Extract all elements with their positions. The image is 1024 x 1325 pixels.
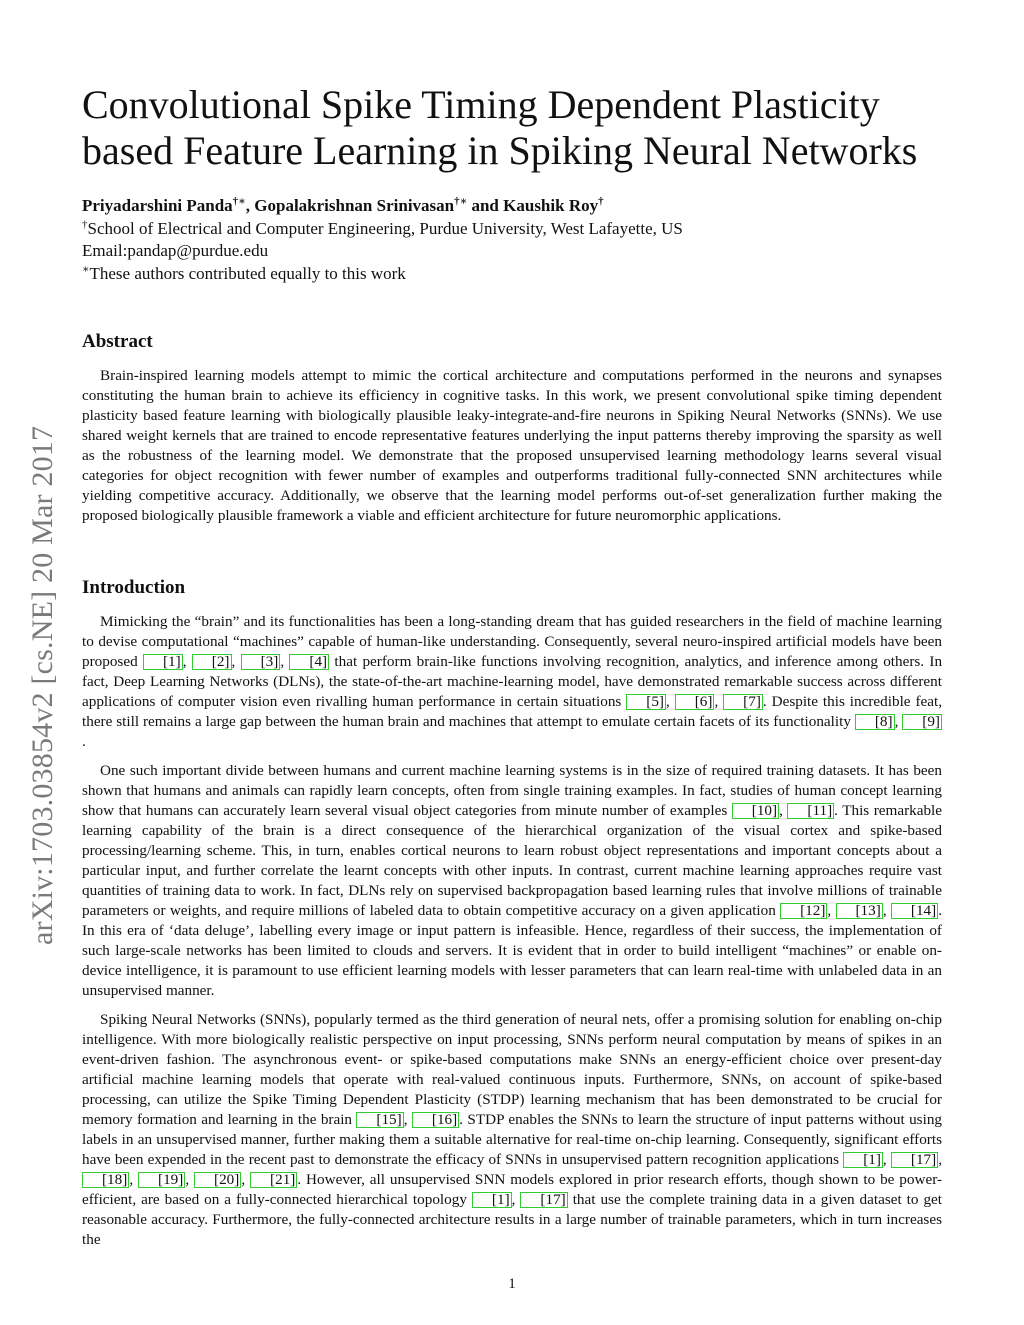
contact-email: Email:pandap@purdue.edu — [82, 241, 269, 260]
citation-link[interactable]: [3] — [241, 654, 281, 670]
abstract-paragraph: Brain-inspired learning models attempt to mimic the cortical architecture and computations performed in the neurons and synapses constituting the human brain to achieve its efficiency in cognitive tasks. In this work, we present convolutional spike timing dependent plasticity based feature learning with biologically plausible leaky-integrate-and-fire neurons in Spiking Neural Networks (SNNs). We use shared weight kernels that are trained to encode representative features underlying the input patterns thereby improving the sparsity as well as the robustness of the learning model. We demonstrate that the proposed unsupervised learning methodology learns several visual categories for object recognition with fewer number of examples and outperforms traditional fully-connected SNN architectures while yielding competitive accuracy. Additionally, we observe that the learning model performs out-of-set generalization further making the proposed biologically plausible framework a viable and efficient architecture for future neuromorphic applications. — [82, 367, 942, 524]
citation-link[interactable]: [4] — [289, 654, 329, 670]
citation-link[interactable]: [2] — [192, 654, 232, 670]
affiliation-text: School of Electrical and Computer Engineering, Purdue University, West Lafayette, US — [87, 218, 683, 238]
abstract-body — [82, 366, 942, 526]
intro-paragraph-2: One such important divide between humans and current machine learning systems is in the size of required training datasets. It has been shown that humans and animals can rapidly learn concepts, often from single training examples. In fact, studies of human concept learning show that humans can accurately learn several visual object categories from minute number of examples [10] , [11] . This remarkable learning capability of the brain is a direct consequence of the hierarchical organization of the visual cortex and spike-based processing/learning scheme. This, in turn, enables cortical neurons to learn robust object representations and important concepts about a particular input, and further correlate the learnt concepts with other inputs. In contrast, current machine learning approaches require vast quantities of training data to work. In fact, DLNs rely on supervised backpropagation based learning rules that involve millions of trainable parameters or weights, and require millions of labeled data to obtain competitive accuracy on a given application [12] , [13] , [14] . In this era of ‘data deluge’, labelling every image or input pattern is infeasible. Hence, regardless of their success, the implementation of such large-scale networks has been limited to clouds and servers. It is evident that in order to build intelligent “machines” or enable on-device intelligence, it is paramount to use efficient learning models with lesser parameters that can learn real-time with unlabeled data in an unsupervised manner. — [82, 762, 943, 999]
citation-link[interactable]: [5] — [626, 694, 666, 710]
arxiv-identifier-stamp: arXiv:1703.03854v2 [cs.NE] 20 Mar 2017 — [26, 425, 59, 945]
citation-link[interactable]: [20] — [194, 1172, 241, 1188]
author-mark: † — [598, 195, 604, 208]
citation-link[interactable]: [10] — [732, 803, 779, 819]
citation-link[interactable]: [17] — [891, 1152, 938, 1168]
author-name: Gopalakrishnan Srinivasan — [254, 196, 455, 215]
affiliation — [82, 218, 962, 241]
citation-link[interactable]: [18] — [82, 1172, 129, 1188]
equal-contribution-note — [82, 263, 962, 286]
author-name: Priyadarshini Panda — [82, 196, 233, 215]
citation-link[interactable]: [16] — [412, 1112, 459, 1128]
citation-link[interactable]: [1] — [143, 654, 183, 670]
citation-link[interactable]: [7] — [723, 694, 763, 710]
note-mark: ∗ — [82, 262, 90, 275]
title-line-1: Convolutional Spike Timing Dependent Plasticity — [82, 82, 880, 127]
citation-link[interactable]: [6] — [675, 694, 715, 710]
citation-link[interactable]: [21] — [250, 1172, 297, 1188]
author-names: Priyadarshini Panda†∗, Gopalakrishnan Srinivasan†∗ and Kaushik Roy† — [82, 195, 604, 215]
abstract-heading: Abstract — [82, 331, 153, 352]
author-conjunction: and — [467, 196, 504, 215]
page-number: 1 — [508, 1276, 516, 1292]
author-block — [82, 195, 962, 285]
introduction-body — [82, 612, 942, 1250]
citation-link[interactable]: [9] — [902, 714, 942, 730]
intro-paragraph-1: Mimicking the “brain” and its functionalities has been a long-standing dream that has guided researchers in the field of machine learning to devise computational “machines” capable of human-like understanding. Consequently, several neuro-inspired artificial models have been proposed [1] , [2] , [3] , [4] that perform brain-like functions involving recognition, analytics, and inference among others. In fact, Deep Learning Networks (DLNs), the state-of-the-art machine-learning model, have demonstrated remarkable success across different applications of computer vision even rivalling human performance in certain situations [5] , [6] , [7] . Despite this incredible feat, there still remains a large gap between the human brain and machines that attempt to emulate certain facets of its functionality [8] , [9]. — [82, 613, 943, 750]
citation-link[interactable]: [14] — [891, 903, 938, 919]
citation-link[interactable]: [15] — [356, 1112, 403, 1128]
citation-link[interactable]: [17] — [520, 1192, 567, 1208]
citation-link[interactable]: [8] — [855, 714, 895, 730]
paper-title — [82, 82, 982, 174]
intro-paragraph-3: Spiking Neural Networks (SNNs), popularly termed as the third generation of neural nets, offer a promising solution for enabling on-chip intelligence. With more biologically realistic perspective on input processing, SNNs perform neural computation by means of spikes in an event-driven fashion. The asynchronous event- or spike-based computations make SNNs an energy-efficient choice over present-day artificial machine learning models that operate with real-valued continuous inputs. Furthermore, SNNs, on account of spike-based processing, can utilize the Spike Timing Dependent Plasticity (STDP) learning mechanism that has been demonstrated to be crucial for memory formation and learning in the brain [15] , [16] . STDP enables the SNNs to learn the structure of input patterns without using labels in an unsupervised manner, further making them a suitable alternative for real-time on-chip learning. Consequently, significant efforts have been expended in the recent past to demonstrate the efficacy of SNNs in unsupervised pattern recognition applications [1] , [17] , [18] , [19] , [20] , [21] . However, all unsupervised SNN models explored in prior research efforts, though shown to be power-efficient, are based on a fully-connected hierarchical topology [1] , [17] that use the complete training data in a given dataset to get reasonable accuracy. Furthermore, the fully-connected architecture results in a large number of trainable parameters, which in turn increases the — [82, 1011, 943, 1248]
author-mark: †∗ — [232, 195, 246, 208]
citation-link[interactable]: [12] — [780, 903, 827, 919]
introduction-heading: Introduction — [82, 577, 186, 598]
author-name: Kaushik Roy — [503, 196, 599, 215]
affiliation-mark: † — [82, 217, 88, 230]
citation-link[interactable]: [1] — [843, 1152, 883, 1168]
citation-link[interactable]: [13] — [836, 903, 883, 919]
note-text: These authors contributed equally to this work — [89, 263, 406, 283]
author-mark: †∗ — [454, 195, 468, 208]
citation-link[interactable]: [1] — [472, 1192, 512, 1208]
citation-link[interactable]: [11] — [787, 803, 834, 819]
citation-link[interactable]: [19] — [138, 1172, 185, 1188]
title-line-2: based Feature Learning in Spiking Neural Networks — [82, 128, 918, 173]
